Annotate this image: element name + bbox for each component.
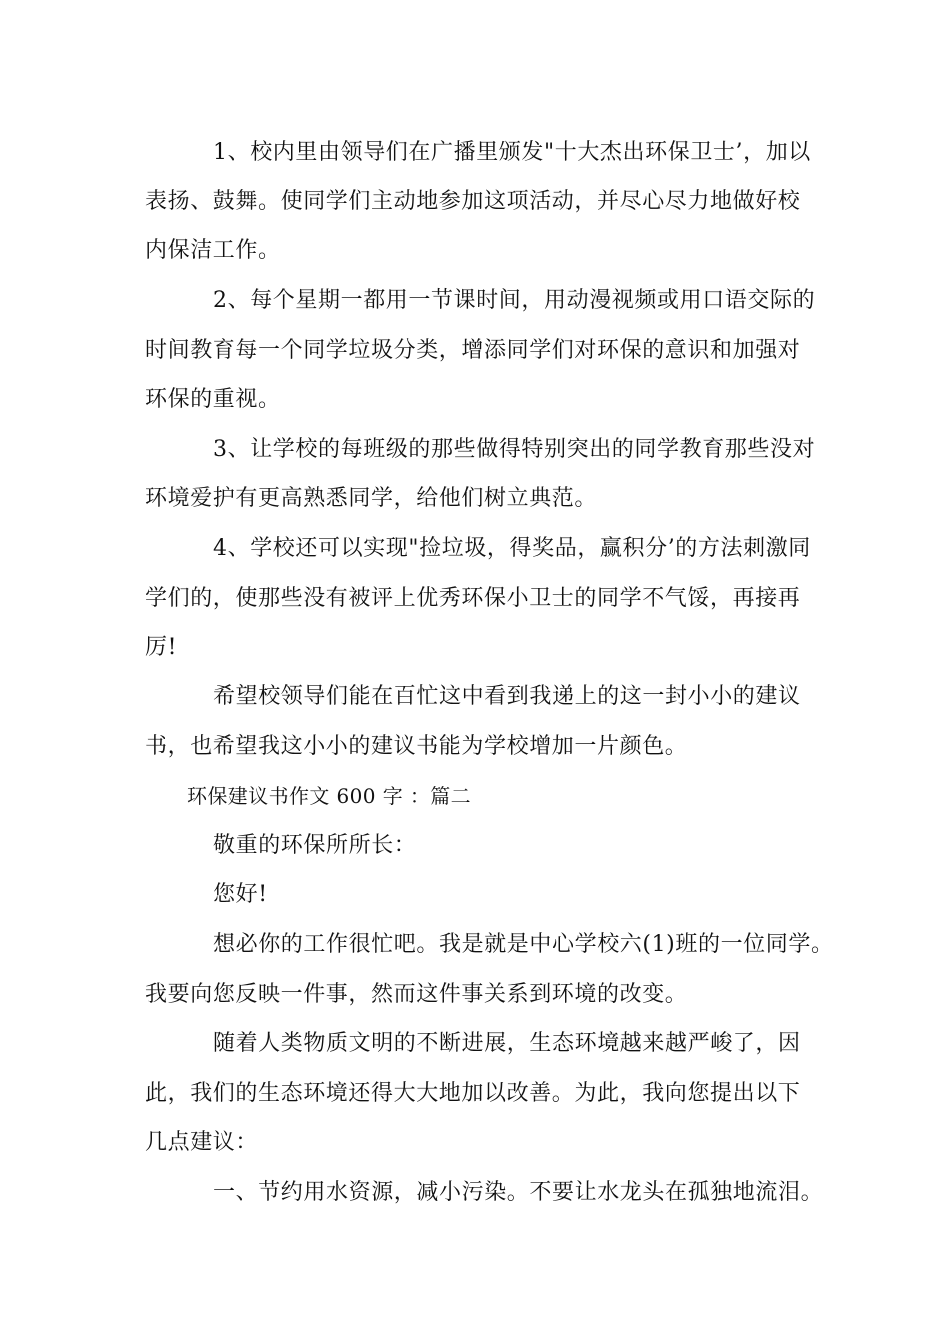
text-line: 1、校内里由领导们在广播里颁发"十大杰出环保卫士’，加以	[213, 140, 811, 165]
text-line: 厉!	[145, 635, 178, 660]
text-line: 3、让学校的每班级的那些做得特别突出的同学教育那些没对	[213, 437, 816, 462]
text-line: 时间教育每一个同学垃圾分类，增添同学们对环保的意识和加强对	[145, 338, 801, 363]
text-line: 书，也希望我这小小的建议书能为学校增加一片颜色。	[145, 734, 688, 759]
text-line: 随着人类物质文明的不断进展，生态环境越来越严峻了，因	[213, 1031, 801, 1056]
text-line: 一、节约用水资源，减小污染。不要让水龙头在孤独地流泪。	[213, 1180, 824, 1205]
text-line: 几点建议：	[145, 1130, 259, 1155]
text-line: 表扬、鼓舞。使同学们主动地参加这项活动，并尽心尽力地做好校	[145, 189, 801, 214]
section-heading: 环保建议书作文 600 字 ：篇二	[187, 784, 472, 808]
text-line: 此，我们的生态环境还得大大地加以改善。为此，我向您提出以下	[145, 1081, 801, 1106]
text-line: 敬重的环保所所长：	[213, 833, 417, 858]
text-line: 您好!	[213, 882, 268, 907]
text-line: 我要向您反映一件事，然而这件事关系到环境的改变。	[145, 982, 688, 1007]
text-line: 学们的，使那些没有被评上优秀环保小卫士的同学不气馁，再接再	[145, 586, 801, 611]
text-line: 2、每个星期一都用一节课时间，用动漫视频或用口语交际的	[213, 288, 816, 313]
text-line: 环境爱护有更高熟悉同学，给他们树立典范。	[145, 486, 598, 511]
text-line: 想必你的工作很忙吧。我是就是中心学校六(1)班的一位同学。	[213, 932, 834, 957]
text-line: 4、学校还可以实现"捡垃圾，得奖品，赢积分’的方法刺激同	[213, 536, 811, 561]
text-line: 希望校领导们能在百忙这中看到我递上的这一封小小的建议	[213, 684, 801, 709]
text-line: 内保洁工作。	[145, 238, 281, 263]
text-line: 环保的重视。	[145, 387, 281, 412]
